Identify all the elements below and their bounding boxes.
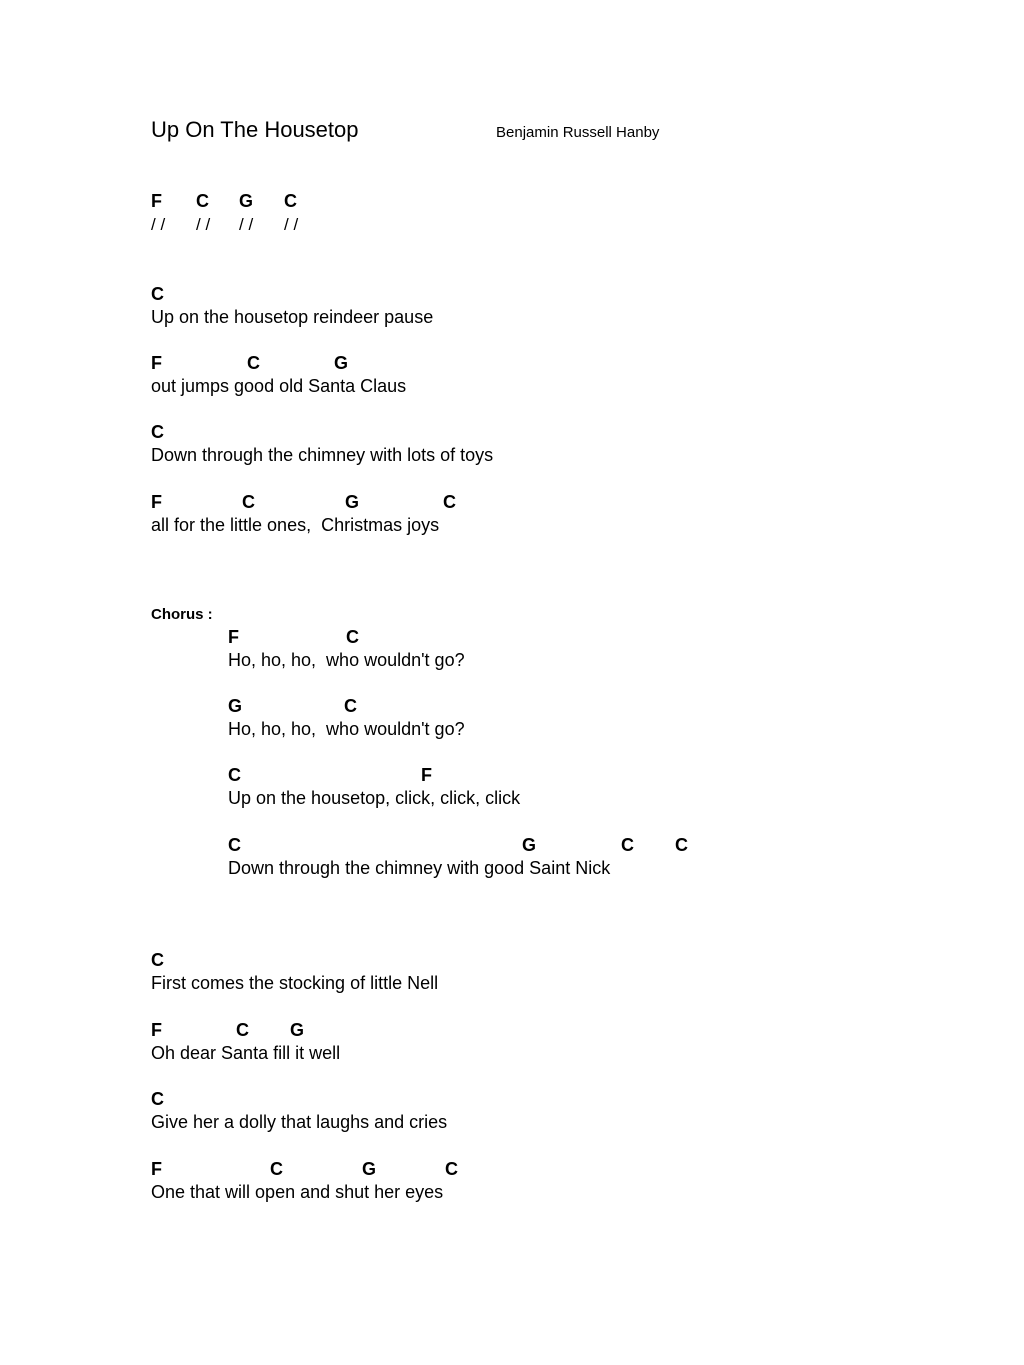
chord: F — [151, 353, 162, 373]
lyric-line: Ho, ho, ho, who wouldn't go? — [228, 650, 465, 670]
chord: C — [236, 1020, 249, 1040]
chord: C — [621, 835, 634, 855]
chord: G — [334, 353, 349, 373]
chord: C — [151, 422, 164, 442]
chord: F — [151, 1159, 162, 1179]
intro-strum: / / — [151, 215, 166, 234]
chord: C — [344, 696, 357, 716]
intro-strum: / / — [196, 215, 211, 234]
chord: C — [151, 1089, 164, 1109]
intro-strum: / / — [284, 215, 299, 234]
chord: G — [228, 696, 243, 716]
chord: C — [242, 492, 255, 512]
chord: G — [362, 1159, 377, 1179]
lyric-line: One that will open and shut her eyes — [151, 1182, 444, 1202]
chord: G — [522, 835, 537, 855]
chord: C — [443, 492, 456, 512]
intro-chord: G — [239, 191, 254, 211]
chord: C — [151, 950, 164, 970]
chord: C — [151, 284, 164, 304]
intro-strum: / / — [239, 215, 254, 234]
lyric-line: Down through the chimney with good Saint Nick — [228, 858, 611, 878]
song-author: Benjamin Russell Hanby — [496, 124, 660, 141]
chord: C — [228, 835, 241, 855]
chord: C — [247, 353, 260, 373]
chord: F — [228, 627, 239, 647]
lyric-line: Give her a dolly that laughs and cries — [151, 1112, 448, 1132]
chord: C — [270, 1159, 283, 1179]
chord: C — [228, 765, 241, 785]
intro-chord: C — [284, 191, 297, 211]
chord: F — [151, 1020, 162, 1040]
lyric-line: all for the little ones, Christmas joys — [151, 515, 440, 535]
chord: F — [151, 492, 162, 512]
chord: C — [675, 835, 688, 855]
chord: C — [445, 1159, 458, 1179]
chord: G — [345, 492, 360, 512]
lyric-line: Oh dear Santa fill it well — [151, 1043, 341, 1063]
song-title: Up On The Housetop — [151, 117, 359, 142]
intro-chord: C — [196, 191, 209, 211]
chorus-label: Chorus : — [151, 606, 213, 623]
intro-chord: F — [151, 191, 162, 211]
lyric-line: Ho, ho, ho, who wouldn't go? — [228, 719, 465, 739]
chord: G — [290, 1020, 305, 1040]
chord: C — [346, 627, 359, 647]
lyric-line: Up on the housetop reindeer pause — [151, 307, 434, 327]
lyric-line: out jumps good old Santa Claus — [151, 376, 407, 396]
lyric-line: Up on the housetop, click, click, click — [228, 788, 521, 808]
chord: F — [421, 765, 432, 785]
lyric-line: First comes the stocking of little Nell — [151, 973, 439, 993]
lyric-line: Down through the chimney with lots of toys — [151, 445, 494, 465]
